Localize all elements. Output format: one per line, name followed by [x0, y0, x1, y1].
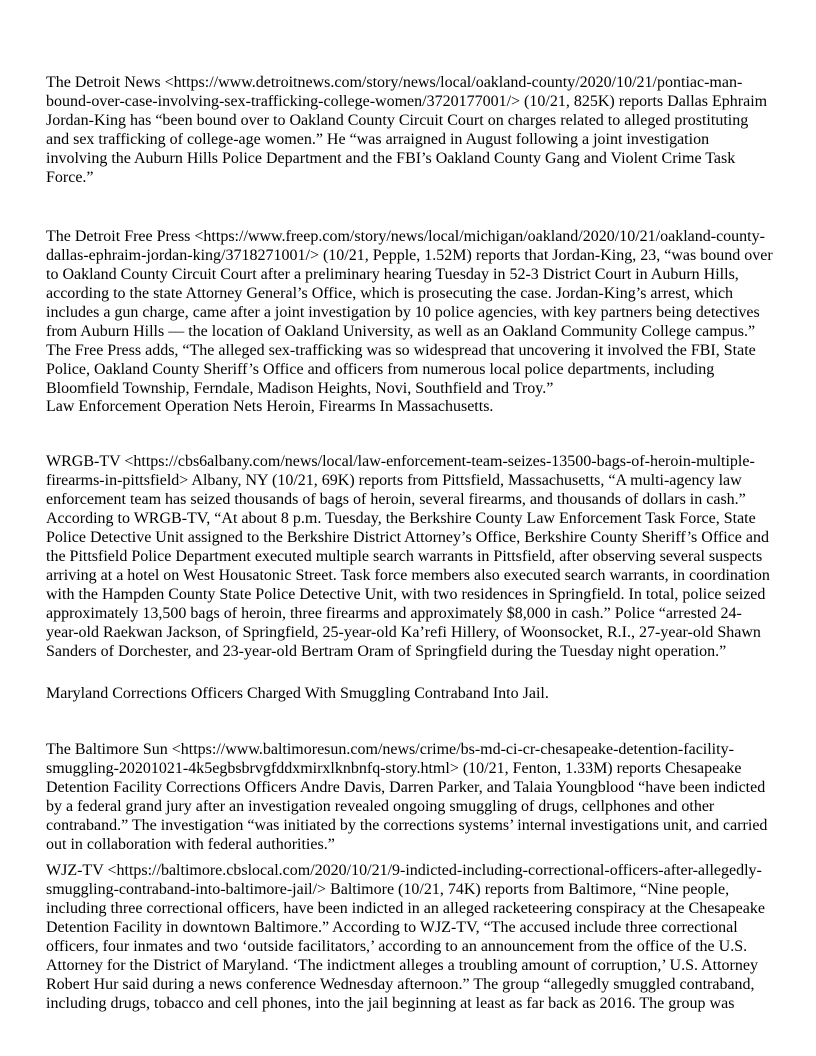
article-paragraph-wrgb: WRGB-TV <https://cbs6albany.com/news/local/law-enforcement-team-seizes-13500-bags-of-heroin-multiple-firearms-in-pittsfield> Albany, NY (10/21, 69K) reports from Pittsfield, Massachusetts, “A multi-agency law enforcement team has seized thousands of bags of heroin, several firearms, and thousands of dollars in cash.” According to WRGB-TV, “At about 8 p.m. Tuesday, the Berkshire County Law Enforcement Task Force, State Police Detective Unit assigned to the Berkshire District Attorney’s Office, Berkshire County Sheriff’s Office and the Pittsfield Police Department executed multiple search warrants in Pittsfield, after observing several suspects arriving at a hotel on West Housatonic Street. Task force members also executed search warrants, in coordination with the Hampden County State Police Detective Unit, with two residences in Springfield. In total, police seized approximately 13,500 bags of heroin, three firearms and approximately $8,000 in cash.” Police “arrested 24-year-old Raekwan Jackson, of Springfield, 25-year-old Ka’refi Hillery, of Woonsocket, R.I., 27-year-old Shawn Sanders of Dorchester, and 23-year-old Bertram Oram of Springfield during the Tuesday night operation.”	[46, 453, 770, 660]
article-paragraph-baltimore-sun: The Baltimore Sun <https://www.baltimoresun.com/news/crime/bs-md-ci-cr-chesapeake-detention-facility-smuggling-20201021-4k5egbsbrvgfddxmirxlknbnfq-story.html> (10/21, Fenton, 1.33M) reports Chesapeake Detention Facility Corrections Officers Andre Davis, Darren Parker, and Talaia Youngblood “have been indicted by a federal grand jury after an investigation revealed ongoing smuggling of drugs, cellphones and other contraband.” The investigation “was initiated by the corrections systems’ internal investigations unit, and carried out in collaboration with federal authorities.”	[46, 741, 768, 853]
article-paragraph-wjz: WJZ-TV <https://baltimore.cbslocal.com/2020/10/21/9-indicted-including-correctional-officers-after-allegedly-smuggling-contraband-into-baltimore-jail/> Baltimore (10/21, 74K) reports from Baltimore, “Nine people, including three correctional officers, have been indicted in an alleged racketeering conspiracy at the Chesapeake Detention Facility in downtown Baltimore.” According to WJZ-TV, “The accused include three correctional officers, four inmates and two ‘outside facilitators,’ according to an announcement from the office of the U.S. Attorney for the District of Maryland. ‘The indictment alleges a troubling amount of corruption,’ U.S. Attorney Robert Hur said during a news conference Wednesday afternoon.” The group “allegedly smuggled contraband, including drugs, tobacco and cell phones, into the jail beginning at least as far back as 2016. The group was	[46, 862, 765, 1012]
headline-maryland-contraband: Maryland Corrections Officers Charged With Smuggling Contraband Into Jail.	[46, 685, 549, 702]
headline-heroin-massachusetts: Law Enforcement Operation Nets Heroin, Firearms In Massachusetts.	[46, 398, 494, 415]
article-paragraph-detroit-free-press: The Detroit Free Press <https://www.freep.com/story/news/local/michigan/oakland/2020/10/21/oakland-county-dallas-ephraim-jordan-king/3718271001/> (10/21, Pepple, 1.52M) reports that Jordan-King, 23, “was bound over to Oakland County Circuit Court after a preliminary hearing Tuesday in 52-3 District Court in Auburn Hills, according to the state Attorney General’s Office, which is prosecuting the case. Jordan-King’s arrest, which includes a gun charge, came after a joint investigation by 10 police agencies, with key partners being detectives from Auburn Hills — the location of Oakland University, as well as an Oakland Community College campus.” The Free Press adds, “The alleged sex-trafficking was so widespread that uncovering it involved the FBI, State Police, Oakland County Sheriff’s Office and officers from numerous local police departments, including Bloomfield Township, Ferndale, Madison Heights, Novi, Southfield and Troy.”	[46, 228, 773, 397]
article-paragraph-detroit-news: The Detroit News <https://www.detroitnews.com/story/news/local/oakland-county/2020/10/21/pontiac-man-bound-over-case-involving-sex-trafficking-college-women/3720177001/> (10/21, 825K) reports Dallas Ephraim Jordan-King has “been bound over to Oakland County Circuit Court on charges related to alleged prostituting and sex trafficking of college-age women.” He “was arraigned in August following a joint investigation involving the Auburn Hills Police Department and the FBI’s Oakland County Gang and Violent Crime Task Force.”	[46, 74, 768, 186]
